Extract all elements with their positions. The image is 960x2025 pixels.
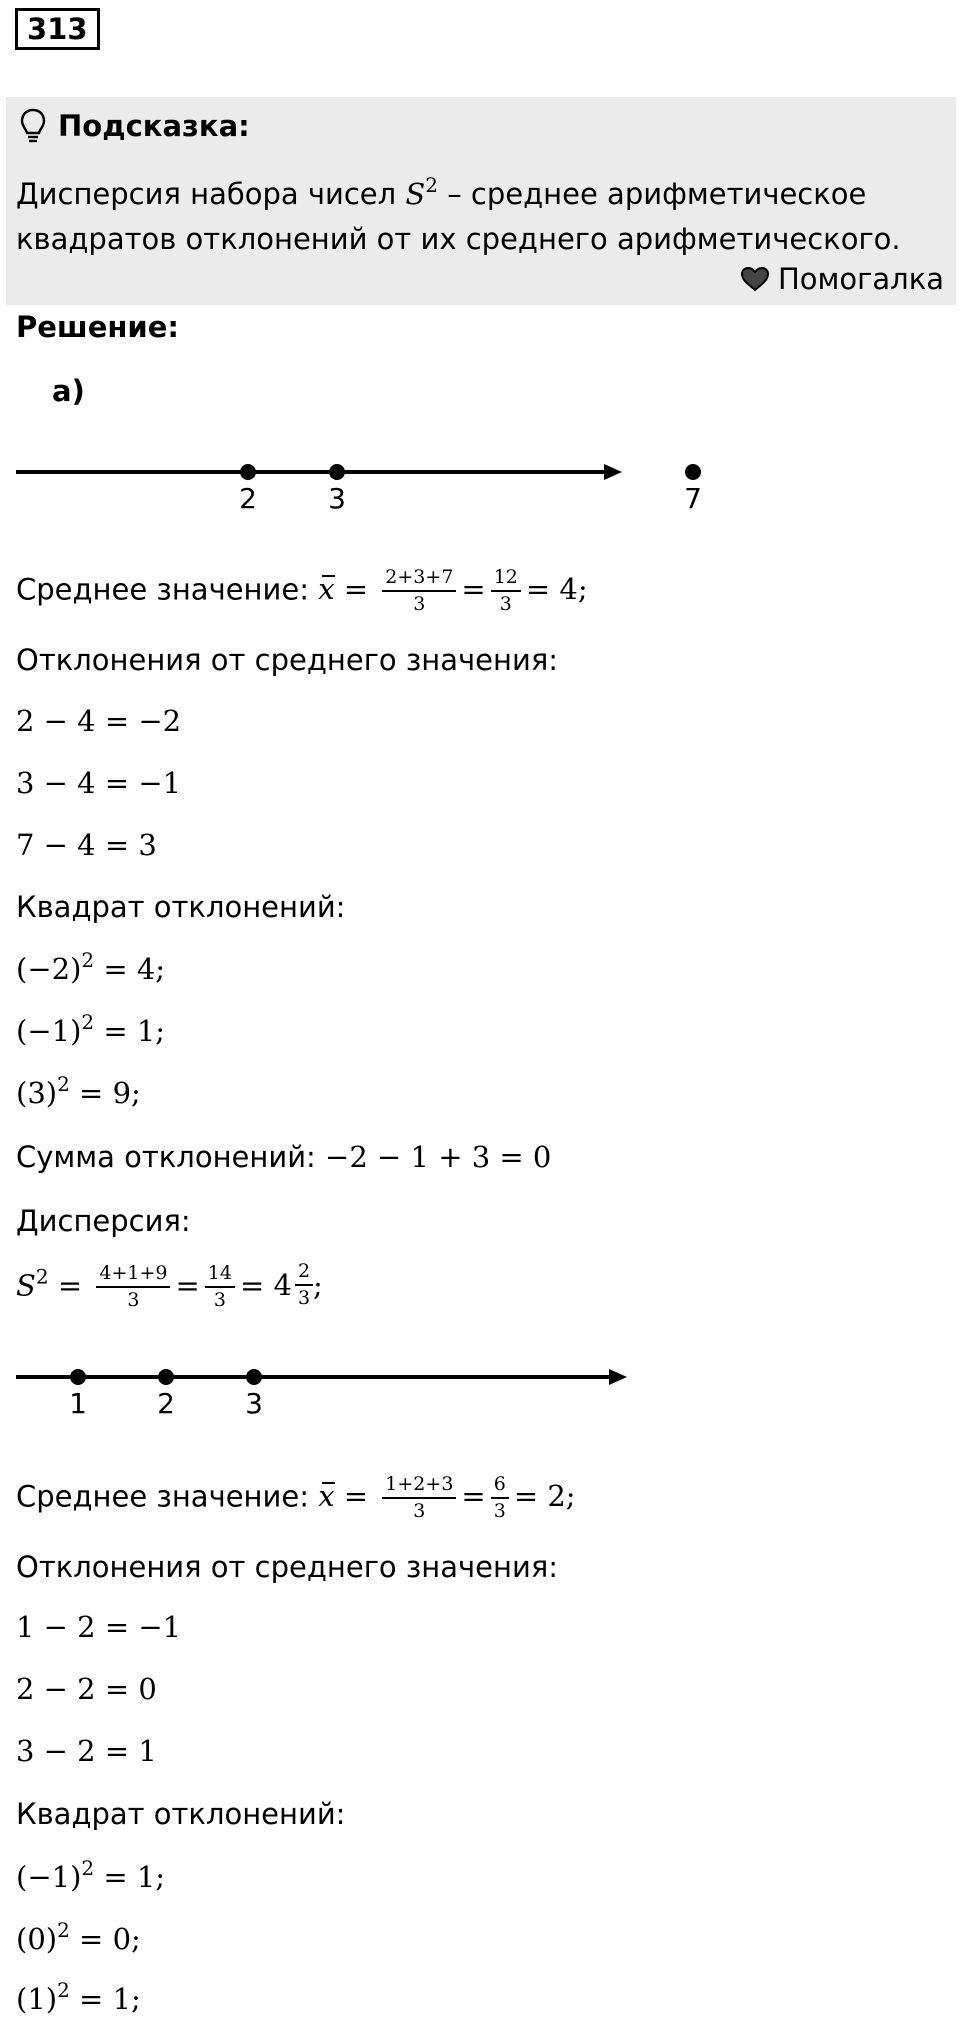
dispersion-label: Дисперсия: [16, 1204, 191, 1238]
number-line-point [329, 464, 345, 480]
number-line-point [158, 1369, 174, 1385]
hint-header [20, 108, 250, 144]
credit-label: Помогалка [778, 262, 944, 296]
hint-text-line2: квадратов отклонений от их среднего арифметического. [16, 222, 901, 256]
axis-arrow [609, 1369, 627, 1385]
deviation-row: 2 − 4 = −2 [16, 704, 182, 738]
task-number: 313 [15, 8, 100, 50]
mean-row-2 [16, 1475, 576, 1522]
number-line-label: 2 [157, 1387, 175, 1420]
square-row: $(-1)^2 = 1$; [16, 1856, 166, 1894]
number-line-point [685, 464, 701, 480]
squares-label-2: Квадрат отклонений: [16, 1797, 346, 1831]
square-row: $(0)^2 = 0$; [16, 1918, 141, 1956]
hint-title: Подсказка: [58, 109, 250, 143]
sum-expression: −2 − 1 + 3 = 0 [325, 1140, 552, 1174]
deviation-row: 3 − 2 = 1 [16, 1734, 157, 1768]
part-a-label: а) [52, 374, 85, 408]
sum-label: Сумма отклонений: [16, 1140, 316, 1174]
axis-arrow [604, 464, 622, 480]
mean-label-1: Среднее значение: [16, 572, 309, 607]
hint-text [16, 172, 944, 262]
deviation-row: 3 − 4 = −1 [16, 766, 182, 800]
number-line-point [70, 1369, 86, 1385]
credit[interactable] [740, 262, 944, 296]
number-line-label: 3 [328, 482, 346, 515]
deviation-row: 7 − 4 = 3 [16, 828, 157, 862]
mean-formula-2: x = $\frac{1+2+3}{3}$ = $\frac{6}{3}$ = 2; [318, 1473, 576, 1522]
sum-row [16, 1140, 551, 1174]
number-line-label: 7 [684, 482, 702, 515]
dispersion-formula-1: $S^2$ = $\frac{4+1+9}{3}$ = $\frac{14}{3}$ = 4 $\frac{2}{3}$ ; [16, 1260, 323, 1311]
number-line-2 [0, 1350, 960, 1420]
squares-label-1: Квадрат отклонений: [16, 890, 346, 924]
square-row: $(1)^2 = 1$; [16, 1978, 141, 2016]
square-row: $(-2)^2 = 4$; [16, 948, 166, 986]
deviations-label-1: Отклонения от среднего значения: [16, 643, 559, 677]
deviation-row: 1 − 2 = −1 [16, 1610, 182, 1644]
hint-variable: $S^2$ [405, 173, 438, 211]
hint-text-part2: – среднее арифметическое [447, 177, 867, 211]
mean-formula-1: x = $\frac{2+3+7}{3}$ = $\frac{12}{3}$ = 4; [318, 566, 588, 615]
number-line-1 [0, 445, 960, 515]
square-row: $(-1)^2 = 1$; [16, 1010, 166, 1048]
deviation-row: 2 − 2 = 0 [16, 1672, 157, 1706]
lightbulb-icon [20, 108, 46, 144]
number-line-point [246, 1369, 262, 1385]
number-line-point [240, 464, 256, 480]
deviations-label-2: Отклонения от среднего значения: [16, 1550, 559, 1584]
solution-heading: Решение: [16, 310, 180, 344]
hint-text-part1: Дисперсия набора чисел [16, 177, 397, 211]
square-row: $(3)^2 = 9$; [16, 1072, 141, 1110]
number-line-label: 1 [69, 1387, 87, 1420]
heart-icon [740, 266, 770, 292]
number-line-label: 3 [245, 1387, 263, 1420]
mean-label-2: Среднее значение: [16, 1479, 309, 1514]
mean-row-1 [16, 568, 588, 615]
number-line-label: 2 [239, 482, 257, 515]
